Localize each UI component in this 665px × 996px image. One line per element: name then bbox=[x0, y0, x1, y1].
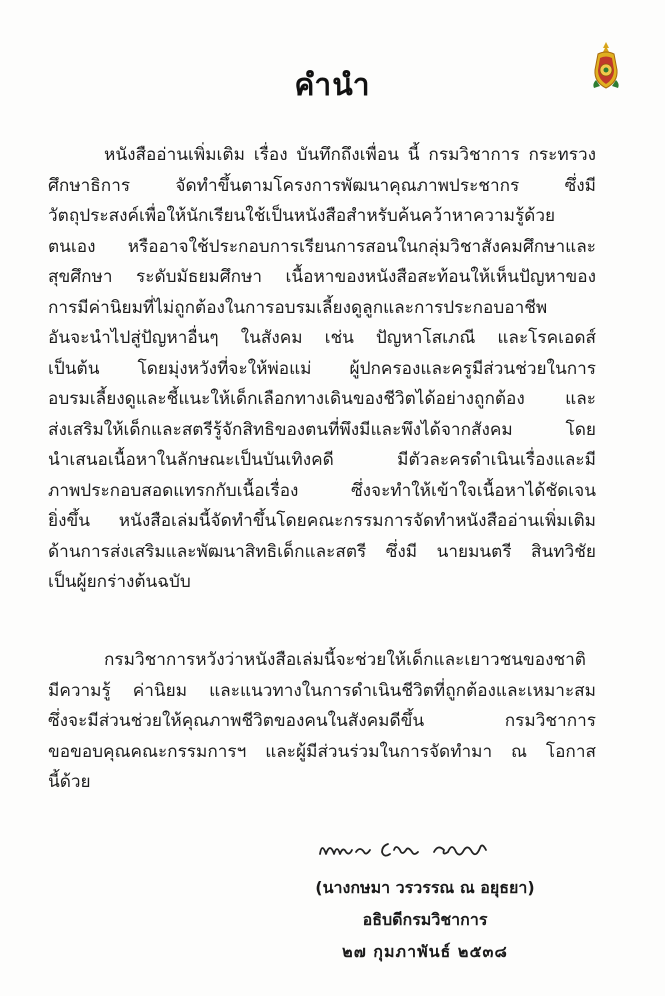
text-line: ยิ่งขึ้น หนังสือเล่มนี้จัดทำขึ้นโดยคณะกรรมการจัดทำหนังสืออ่านเพิ่มเติม bbox=[48, 511, 596, 531]
text-line: ขอขอบคุณคณะกรรมการฯ และผู้มีส่วนร่วมในการจัดทำมา ณ โอกาส bbox=[48, 741, 596, 762]
text-line: ด้านการส่งเสริมและพัฒนาสิทธิเด็กและสตรี ซึ่งมี นายมนตรี สินทวิชัย bbox=[48, 541, 596, 562]
page-title: คำนำ bbox=[294, 68, 371, 103]
text-line: ภาพประกอบสอดแทรกกับเนื้อเรื่อง ซึ่งจะทำให้เข้าใจเนื้อหาได้ชัดเจน bbox=[48, 480, 596, 501]
text-line: ซึ่งจะมีส่วนช่วยให้คุณภาพชีวิตของคนในสังคมดีขึ้น กรมวิชาการ bbox=[48, 711, 596, 731]
paragraph-closing bbox=[48, 645, 596, 798]
text-line: นี้ด้วย bbox=[48, 772, 91, 792]
text-line: เป็นผู้ยกร่างต้นฉบับ bbox=[48, 572, 191, 592]
text-line: หนังสืออ่านเพิ่มเติม เรื่อง บันทึกถึงเพื่อน นี้ กรมวิชาการ กระทรวง bbox=[104, 145, 596, 165]
text-line: มีความรู้ ค่านิยม และแนวทางในการดำเนินชีวิตที่ถูกต้องและเหมาะสม bbox=[48, 680, 596, 701]
text-line: ส่งเสริมให้เด็กและสตรีรู้จักสิทธิของตนที่พึงมีและพึงได้จากสังคม โดย bbox=[48, 419, 596, 440]
text-line: กรมวิชาการหวังว่าหนังสือเล่มนี้จะช่วยให้เด็กและเยาวชนของชาติ bbox=[104, 650, 586, 670]
handwritten-signature bbox=[316, 830, 516, 866]
text-line: อันจะนำไปสู่ปัญหาอื่นๆ ในสังคม เช่น ปัญหาโสเภณี และโรคเอดส์ bbox=[48, 328, 596, 348]
text-line: อบรมเลี้ยงดูและชี้แนะให้เด็กเลือกทางเดินของชีวิตได้อย่างถูกต้อง และ bbox=[48, 389, 596, 409]
paragraph-intro bbox=[48, 140, 596, 598]
text-line: ศึกษาธิการ จัดทำขึ้นตามโครงการพัฒนาคุณภาพประชากร ซึ่งมี bbox=[48, 175, 596, 196]
text-line: วัตถุประสงค์เพื่อให้นักเรียนใช้เป็นหนังสือสำหรับค้นคว้าหาความรู้ด้วย bbox=[48, 206, 556, 226]
signatory-position: อธิบดีกรมวิชาการ bbox=[362, 910, 488, 929]
text-line: สุขศึกษา ระดับมัธยมศึกษา เนื้อหาของหนังสือสะท้อนให้เห็นปัญหาของ bbox=[48, 267, 596, 287]
text-line: การมีค่านิยมที่ไม่ถูกต้องในการอบรมเลี้ยงดูลูกและการประกอบอาชีพ bbox=[48, 297, 548, 318]
text-line: เป็นต้น โดยมุ่งหวังที่จะให้พ่อแม่ ผู้ปกครองและครูมีส่วนช่วยในการ bbox=[48, 358, 596, 379]
signatory-name: (นางกษมา วรวรรณ ณ อยุธยา) bbox=[315, 878, 535, 897]
signature-date: ๒๗ กุมภาพันธ์ ๒๕๓๘ bbox=[342, 942, 508, 961]
text-line: ตนเอง หรืออาจใช้ประกอบการเรียนการสอนในกลุ่มวิชาสังคมศึกษาและ bbox=[48, 236, 596, 257]
text-line: นำเสนอเนื้อหาในลักษณะเป็นบันเทิงคดี มีตัวละครดำเนินเรื่องและมี bbox=[48, 450, 596, 470]
